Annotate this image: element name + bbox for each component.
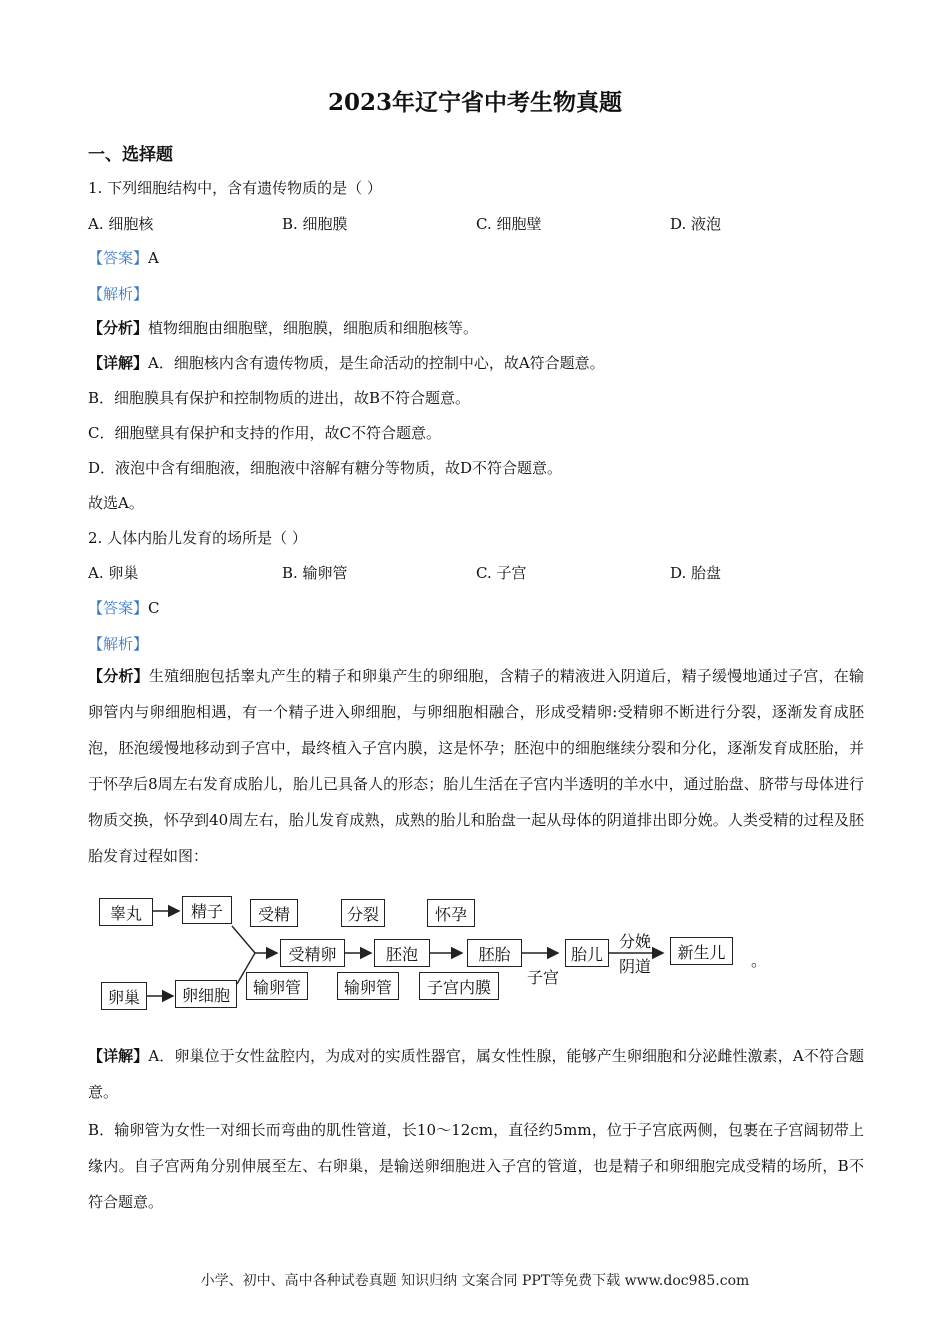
fertilization-diagram bbox=[95, 888, 785, 1013]
q2-jiexi-tag: 【解析】 bbox=[88, 635, 149, 653]
node-egg: 卵细胞 bbox=[175, 980, 237, 1008]
answer-value: C bbox=[148, 599, 160, 617]
node-sperm: 精子 bbox=[182, 896, 232, 924]
page-title: 2023年辽宁省中考生物真题 bbox=[327, 89, 622, 116]
q2-detail-b: B．输卵管为女性一对细长而弯曲的肌性管道，长10～12cm，直径约5mm，位于子宫底两侧，包裹在子宫阔韧带上缘内。自子宫两角分别伸展至左、右卵巢，是输送卵细胞进入子宫的管道，也是精子和卵细胞完成受精的场所，B不符合题意。 bbox=[88, 1121, 864, 1211]
label-vagina: 阴道 bbox=[619, 957, 652, 976]
q2-detail-a bbox=[88, 1038, 864, 1110]
analysis-tag: 【分析】 bbox=[88, 667, 149, 685]
label-birth: 分娩 bbox=[619, 932, 652, 951]
label-fertilize: 受精 bbox=[250, 899, 298, 927]
q1-option-a: A. 细胞核 bbox=[88, 215, 154, 233]
analysis-text: 生殖细胞包括睾丸产生的精子和卵巢产生的卵细胞，含精子的精液进入阴道后，精子缓慢地通过子宫，在输卵管内与卵细胞相遇，有一个精子进入卵细胞，与卵细胞相融合，形成受精卵:受精卵不断进行分裂，逐渐发育成胚泡，胚泡缓慢地移动到子宫中，最终植入子宫内膜，这是怀孕；胚泡中的细胞继续分裂和分化，逐渐发育成胚胎，并于怀孕后8周左右发育成胎儿，胎儿已具备人的形态；胎儿生活在子宫内半透明的羊水中，通过胎盘、脐带与母体进行物质交换，怀孕到40周左右，胎儿发育成熟，成熟的胎儿和胎盘一起从母体的阴道排出即分娩。人类受精的过程及胚胎发育过程如图： bbox=[88, 667, 864, 865]
q2-option-b: B. 输卵管 bbox=[282, 564, 348, 582]
node-zygote: 受精卵 bbox=[280, 939, 345, 967]
node-testis: 睾丸 bbox=[99, 898, 153, 926]
q1-option-c: C. 细胞壁 bbox=[476, 215, 542, 233]
answer-tag: 【答案】 bbox=[88, 249, 149, 267]
q1-jiexi-tag: 【解析】 bbox=[88, 285, 149, 303]
q1-option-d: D. 液泡 bbox=[670, 215, 722, 233]
detail-tag: 【详解】 bbox=[88, 354, 149, 372]
detail-tag: 【详解】 bbox=[88, 1047, 149, 1065]
q2-stem: 2. 人体内胎儿发育的场所是（ ） bbox=[88, 529, 307, 547]
q1-option-b: B. 细胞膜 bbox=[282, 215, 348, 233]
q1-stem: 1. 下列细胞结构中，含有遗传物质的是（ ） bbox=[88, 179, 382, 197]
analysis-tag: 【分析】 bbox=[88, 319, 149, 337]
label-divide: 分裂 bbox=[341, 899, 385, 927]
q1-conclusion: 故选A。 bbox=[88, 494, 144, 512]
q1-detail-d: D．液泡中含有细胞液，细胞液中溶解有糖分等物质，故D不符合题意。 bbox=[88, 459, 563, 477]
node-fetus: 胎儿 bbox=[565, 939, 609, 967]
q2-option-d: D. 胎盘 bbox=[670, 564, 722, 582]
analysis-text: 植物细胞由细胞壁，细胞膜，细胞质和细胞核等。 bbox=[148, 319, 479, 337]
page-footer: 小学、初中、高中各种试卷真题 知识归纳 文案合同 PPT等免费下载 www.doc985.com bbox=[200, 1273, 750, 1289]
node-newborn: 新生儿 bbox=[670, 937, 733, 965]
detail-text: A．卵巢位于女性盆腔内，为成对的实质性器官，属女性性腺，能够产生卵细胞和分泌雌性激素，A不符合题意。 bbox=[88, 1047, 864, 1101]
q1-analysis bbox=[88, 318, 478, 338]
q1-detail-a bbox=[88, 353, 605, 373]
q1-detail-b: B．细胞膜具有保护和控制物质的进出，故B不符合题意。 bbox=[88, 389, 471, 407]
place-pregnant: 子宫内膜 bbox=[419, 972, 499, 1000]
line-sperm-join bbox=[232, 926, 255, 953]
answer-value: A bbox=[148, 249, 159, 267]
label-pregnant: 怀孕 bbox=[427, 899, 475, 927]
node-embryo: 胚胎 bbox=[467, 939, 522, 967]
q1-detail-c: C．细胞壁具有保护和支持的作用，故C不符合题意。 bbox=[88, 424, 441, 442]
q2-option-c: C. 子宫 bbox=[476, 564, 527, 582]
label-uterus: 子宫 bbox=[527, 968, 560, 987]
q2-analysis bbox=[88, 658, 864, 874]
node-ovary: 卵巢 bbox=[101, 982, 147, 1010]
q2-option-a: A. 卵巢 bbox=[88, 564, 139, 582]
section-heading: 一、选择题 bbox=[88, 145, 173, 165]
answer-tag: 【答案】 bbox=[88, 599, 149, 617]
place-divide: 输卵管 bbox=[337, 972, 399, 1000]
detail-text: A．细胞核内含有遗传物质，是生命活动的控制中心，故A符合题意。 bbox=[148, 354, 605, 372]
q1-answer bbox=[88, 248, 159, 268]
node-blastocyst: 胚泡 bbox=[374, 939, 430, 967]
diagram-end-mark: 。 bbox=[751, 951, 768, 970]
place-fertilize: 输卵管 bbox=[246, 972, 308, 1000]
q2-answer bbox=[88, 598, 160, 618]
